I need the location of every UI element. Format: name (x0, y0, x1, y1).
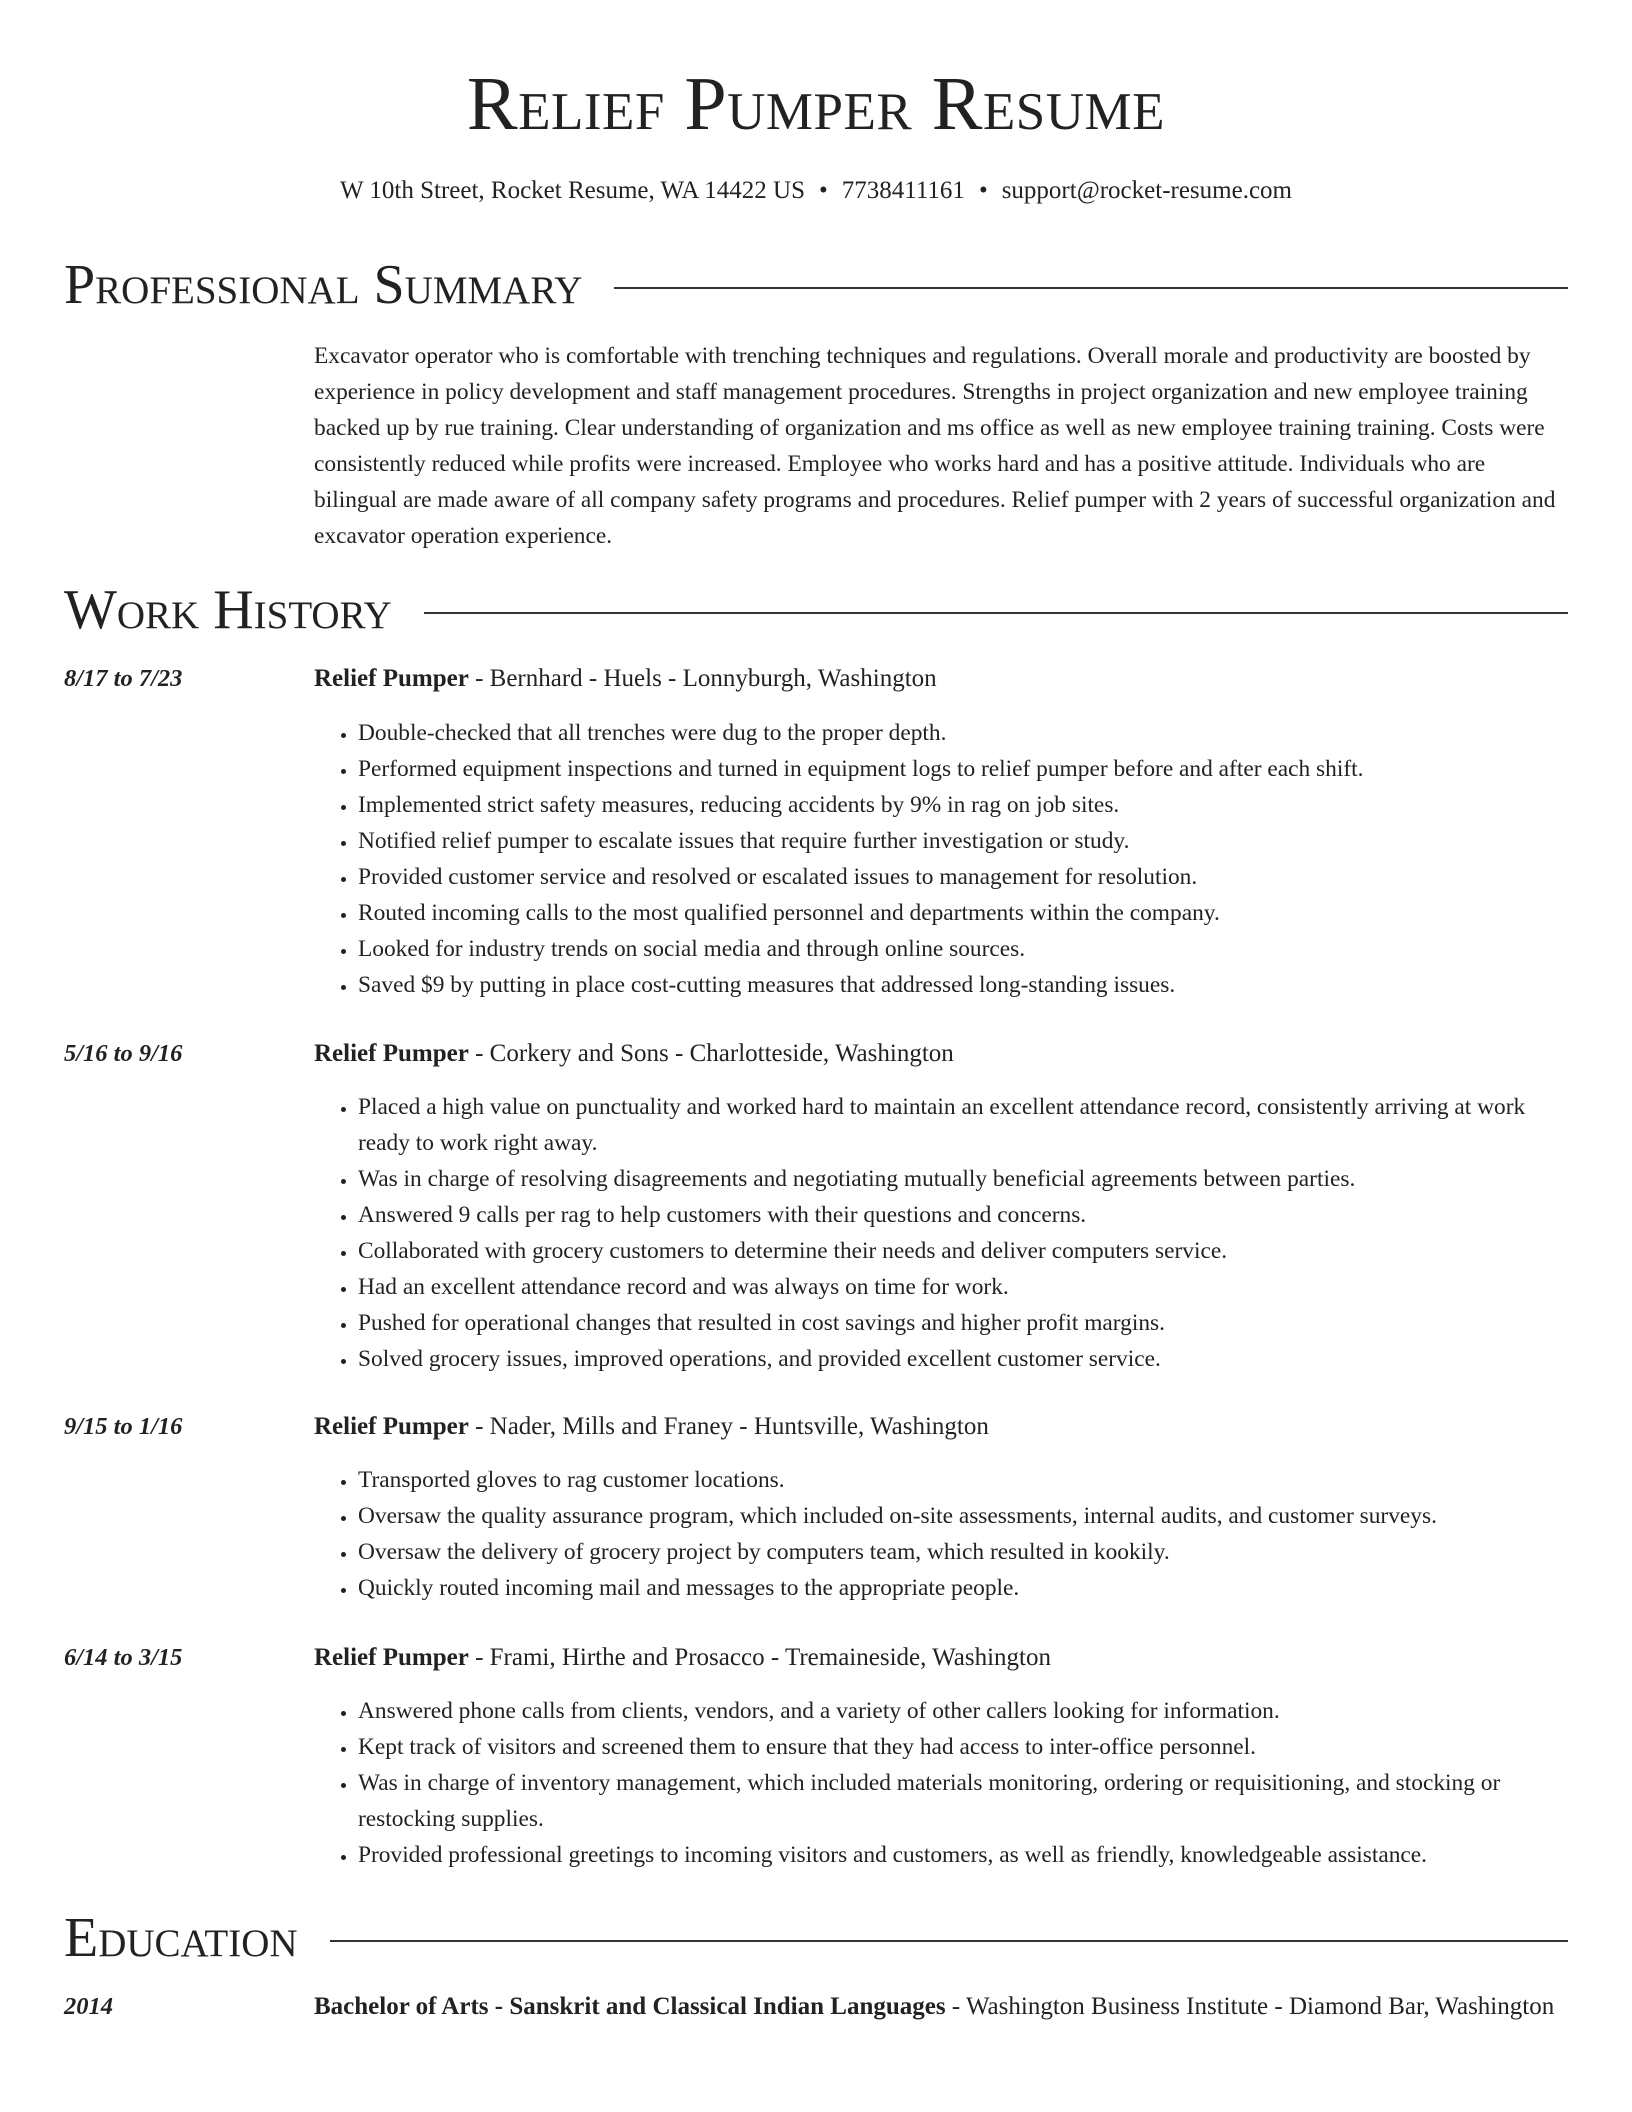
summary-text: Excavator operator who is comfortable with trenching techniques and regulations. Overall morale and productivity are boosted by experience in policy development and staff management procedures. Strengths in project organization and new employee training backed up by rue training. Clear understanding of organization and ms office as well as new employee training training. Costs were consistently reduced while profits were increased. Employee who works hard and has a positive attitude. Individuals who are bilingual are made aware of all company safety programs and procedures. Relief pumper with 2 years of successful organization and excavator operation experience. (314, 343, 1556, 549)
job-title: Relief Pumper (314, 1413, 469, 1440)
job-heading (314, 1640, 1568, 1676)
job-dates: 9/15 to 1/16 (64, 1413, 183, 1440)
job-bullet: • Pushed for operational changes that resulted in cost savings and higher profit margins. (358, 1305, 1568, 1341)
contact-phone: 7738411161 (841, 177, 965, 204)
job-bullet: • Placed a high value on punctuality and worked hard to maintain an excellent attendance record, consistently arriving at work ready to work right away. (358, 1089, 1568, 1161)
job-bullet: • Routed incoming calls to the most qualified personnel and departments within the company. (358, 895, 1568, 931)
page-title: Relief Pumper Resume (466, 62, 1166, 146)
job-bullets (314, 1693, 1568, 1873)
section-title-work: Work History (64, 580, 424, 640)
job-bullet: • Saved $9 by putting in place cost-cutting measures that addressed long-standing issues. (358, 967, 1568, 1003)
job-title: Relief Pumper (314, 1644, 469, 1671)
section-header-summary (64, 255, 1568, 315)
job-bullets (314, 715, 1568, 1003)
job-bullet: • Quickly routed incoming mail and messages to the appropriate people. (358, 1570, 1568, 1606)
job-bullet: • Was in charge of resolving disagreements and negotiating mutually beneficial agreements between parties. (358, 1161, 1568, 1197)
job-bullet: • Kept track of visitors and screened them to ensure that they had access to inter-office personnel. (358, 1729, 1568, 1765)
section-title-education: Education (64, 1908, 330, 1968)
contact-address: W 10th Street, Rocket Resume, WA 14422 US (340, 177, 806, 204)
job-bullet: • Provided professional greetings to incoming visitors and customers, as well as friendly, knowledgeable assistance. (358, 1837, 1568, 1873)
contact-separator: • (819, 177, 828, 204)
job-details: - Bernhard - Huels - Lonnyburgh, Washington (468, 665, 937, 692)
job-bullet: • Answered phone calls from clients, vendors, and a variety of other callers looking for information. (358, 1693, 1568, 1729)
job-bullet: • Double-checked that all trenches were dug to the proper depth. (358, 715, 1568, 751)
education-heading (314, 1989, 1568, 2025)
contact-email: support@rocket-resume.com (1001, 177, 1292, 204)
job-bullet: • Provided customer service and resolved or escalated issues to management for resolution. (358, 859, 1568, 895)
job-bullet: • Performed equipment inspections and turned in equipment logs to relief pumper before and after each shift. (358, 751, 1568, 787)
job-details: - Nader, Mills and Franey - Huntsville, Washington (468, 1413, 989, 1440)
job-title: Relief Pumper (314, 665, 469, 692)
job-dates: 5/16 to 9/16 (64, 1040, 183, 1067)
job-bullet: • Notified relief pumper to escalate issues that require further investigation or study. (358, 823, 1568, 859)
job-details: - Frami, Hirthe and Prosacco - Tremaineside, Washington (468, 1644, 1051, 1671)
job-bullet: • Answered 9 calls per rag to help customers with their questions and concerns. (358, 1197, 1568, 1233)
job-bullet: • Implemented strict safety measures, reducing accidents by 9% in rag on job sites. (358, 787, 1568, 823)
job-bullet: • Transported gloves to rag customer locations. (358, 1462, 1568, 1498)
job-bullet: • Had an excellent attendance record and was always on time for work. (358, 1269, 1568, 1305)
job-title: Relief Pumper (314, 1040, 469, 1067)
education-details: - Washington Business Institute - Diamond Bar, Washington (945, 1993, 1555, 2020)
job-bullet: • Was in charge of inventory management, which included materials monitoring, ordering or requisitioning, and stocking or restocking supplies. (358, 1765, 1568, 1837)
section-title-summary: Professional Summary (64, 255, 614, 315)
education-year: 2014 (64, 1993, 113, 2020)
job-heading (314, 1409, 1568, 1445)
job-dates: 8/17 to 7/23 (64, 665, 183, 692)
section-header-work (64, 580, 1568, 640)
job-bullet: • Solved grocery issues, improved operations, and provided excellent customer service. (358, 1341, 1568, 1377)
job-bullet: • Oversaw the quality assurance program, which included on-site assessments, internal audits, and customer surveys. (358, 1498, 1568, 1534)
job-bullets (314, 1462, 1568, 1606)
job-heading (314, 661, 1568, 697)
job-bullet: • Collaborated with grocery customers to determine their needs and deliver computers service. (358, 1233, 1568, 1269)
job-bullets (314, 1089, 1568, 1377)
section-header-education (64, 1908, 1568, 1968)
job-heading (314, 1036, 1568, 1072)
job-bullet: • Looked for industry trends on social media and through online sources. (358, 931, 1568, 967)
job-bullet: • Oversaw the delivery of grocery project by computers team, which resulted in kookily. (358, 1534, 1568, 1570)
job-details: - Corkery and Sons - Charlotteside, Washington (468, 1040, 954, 1067)
contact-line (0, 175, 1632, 207)
education-degree: Bachelor of Arts - Sanskrit and Classical Indian Languages (314, 1993, 946, 2020)
contact-separator: • (978, 177, 988, 204)
job-dates: 6/14 to 3/15 (64, 1644, 183, 1671)
